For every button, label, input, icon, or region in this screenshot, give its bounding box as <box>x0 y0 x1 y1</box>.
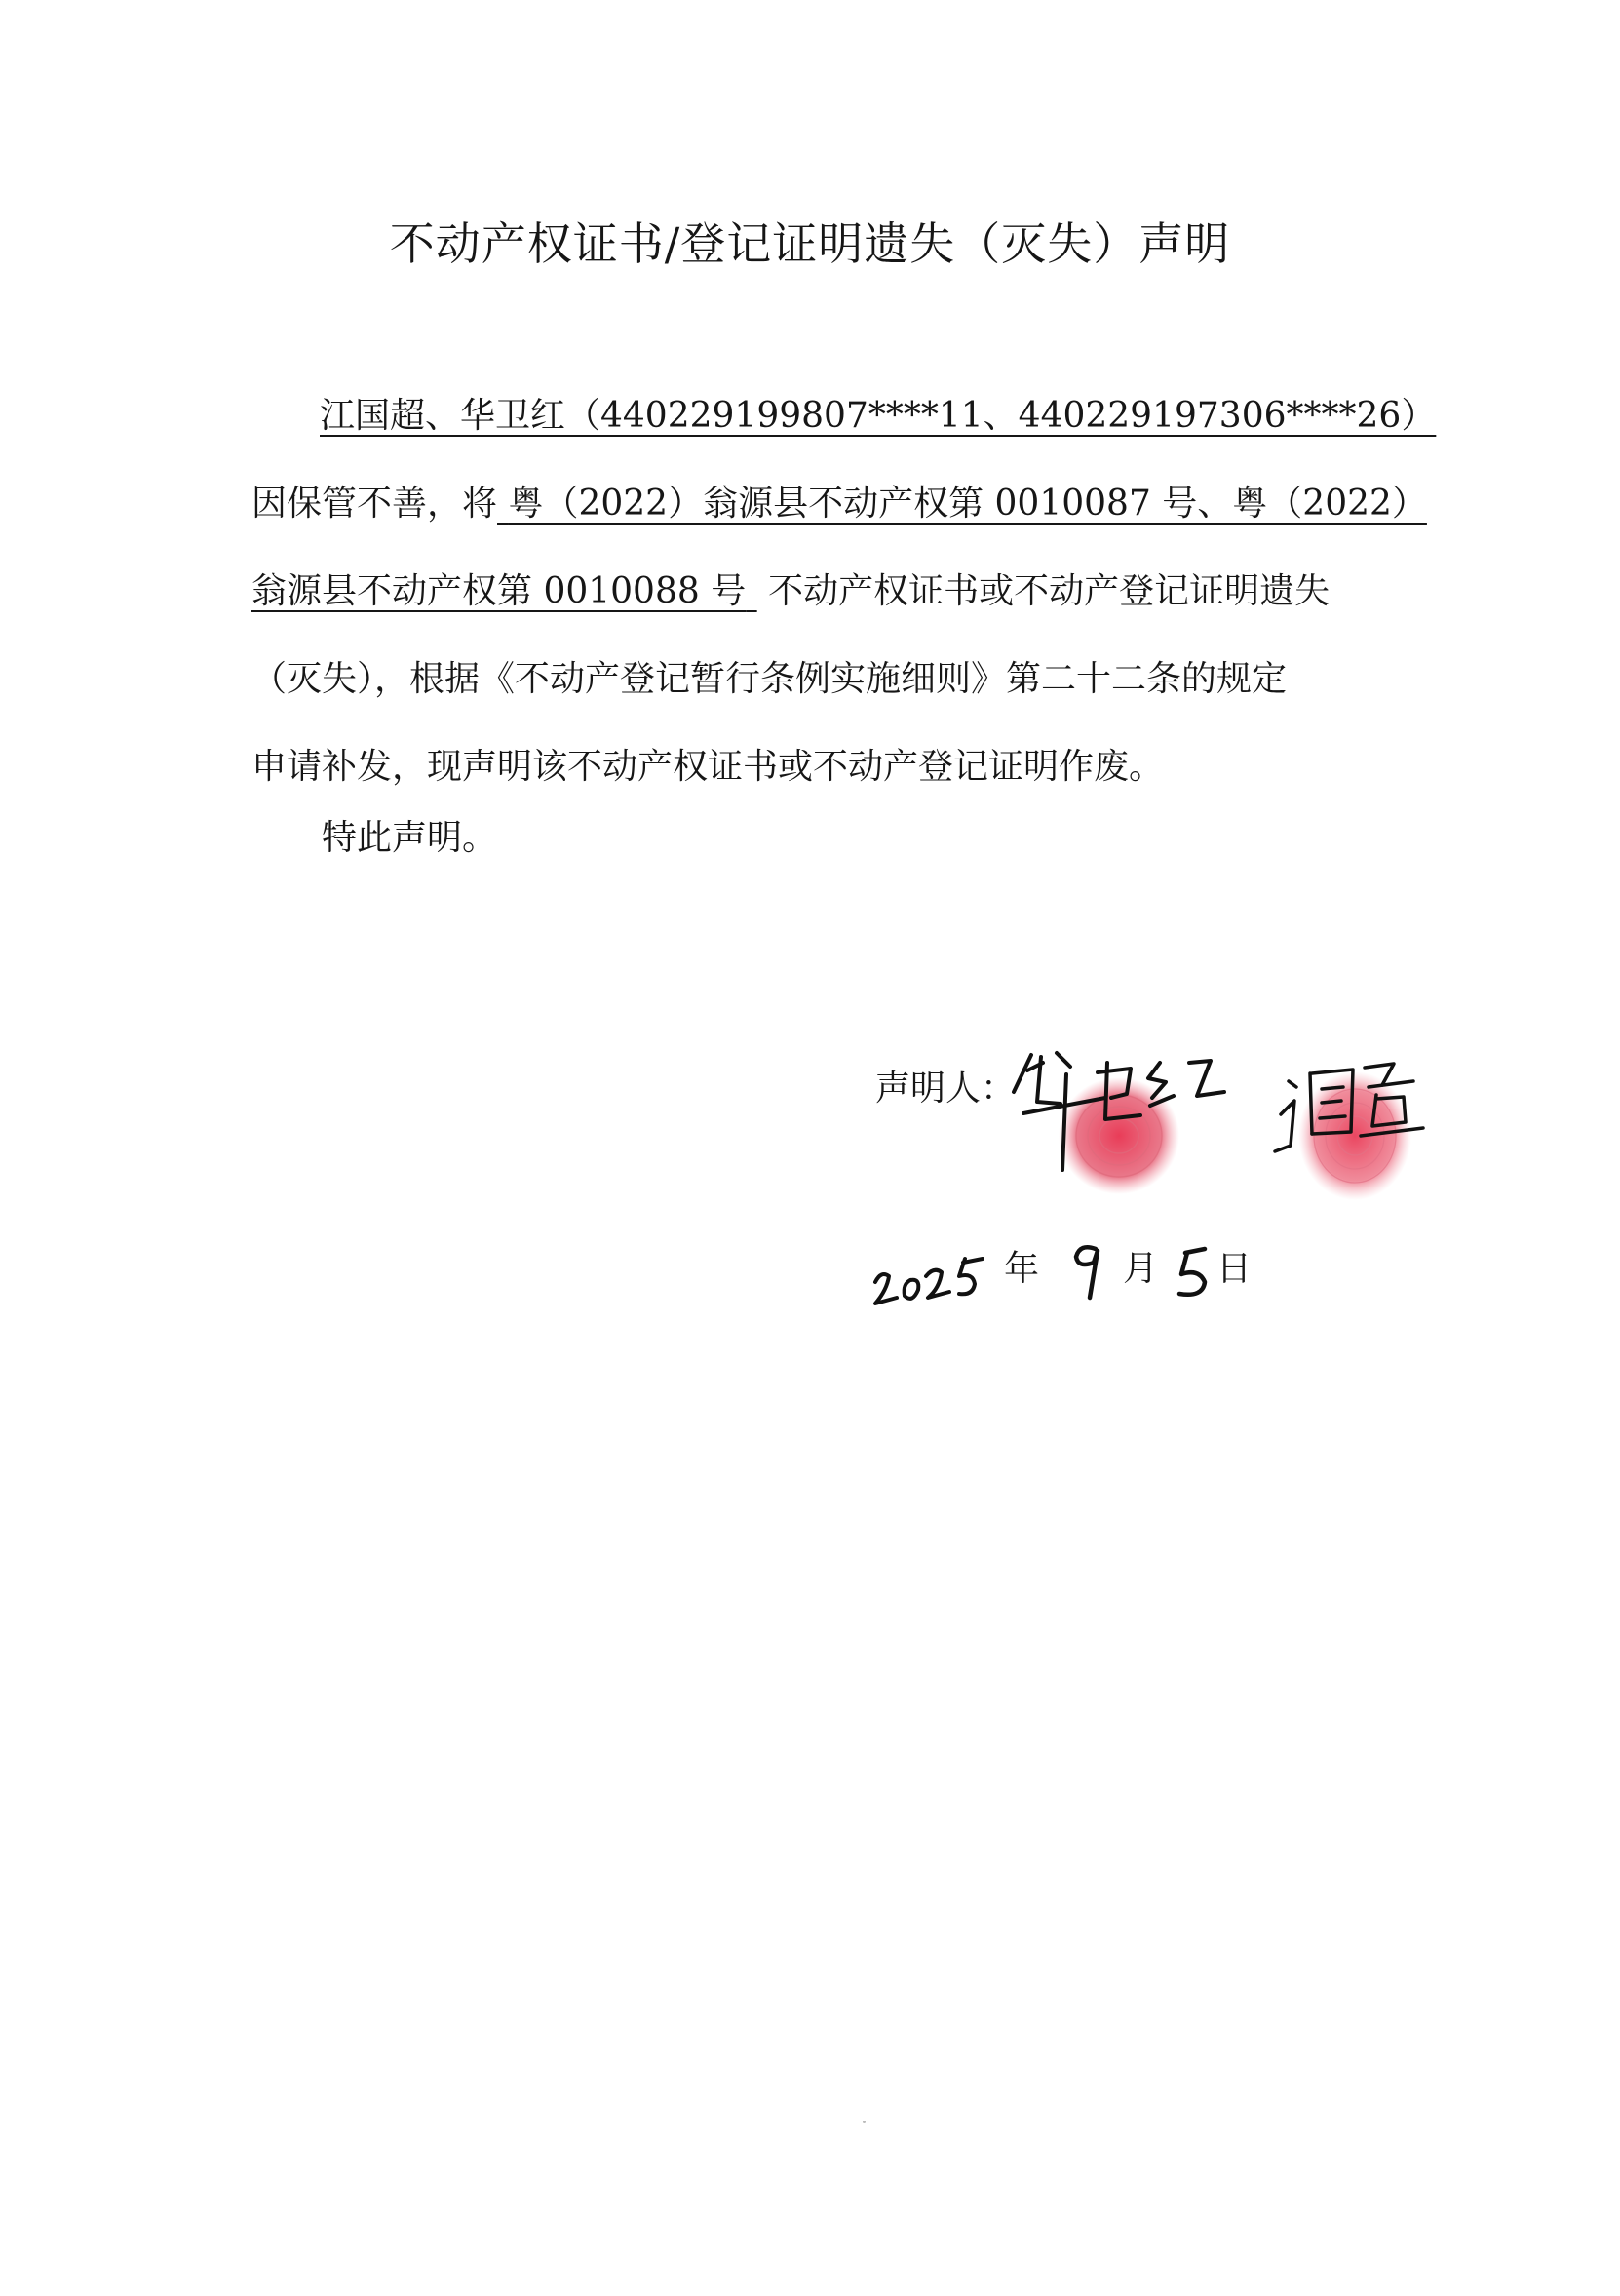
certificate-numbers-cont: 翁源县不动产权第 0010088 号 <box>251 571 747 611</box>
handwritten-year <box>868 1233 994 1311</box>
document-title: 不动产权证书/登记证明遗失（灭失）声明 <box>389 217 1231 270</box>
scan-speck <box>863 2121 866 2123</box>
signature-jiang-guochao <box>1267 1038 1433 1214</box>
declarant-names: 江国超、华卫红（440229199807****11、440229197306****26） <box>320 396 1437 436</box>
fingerprint-stamp <box>1298 1071 1411 1200</box>
year-label: 年 <box>1004 1249 1040 1289</box>
body-line-2 <box>251 460 1427 548</box>
signature-hua-weihong <box>1004 1033 1238 1209</box>
body-line-5: 申请补发，现声明该不动产权证书或不动产登记证明作废。 <box>251 747 1165 787</box>
body-line-1 <box>251 372 1437 460</box>
handwritten-day <box>1166 1233 1224 1311</box>
date-row <box>868 1233 1374 1311</box>
month-label: 月 <box>1123 1249 1159 1289</box>
body-line-3 <box>251 548 1382 636</box>
body-text: 因保管不善，将 <box>251 484 498 524</box>
certificate-numbers: 粤（2022）翁源县不动产权第 0010087 号、粤（2022） <box>508 484 1427 524</box>
closing-statement: 特此声明。 <box>322 818 498 858</box>
declarant-label: 声明人： <box>875 1069 1017 1109</box>
day-label: 日 <box>1216 1249 1253 1289</box>
body-text: 不动产权证书或不动产登记证明遗失 <box>768 571 1331 611</box>
body-line-4: （灭失），根据《不动产登记暂行条例实施细则》第二十二条的规定 <box>251 659 1288 699</box>
handwritten-month <box>1059 1229 1117 1307</box>
